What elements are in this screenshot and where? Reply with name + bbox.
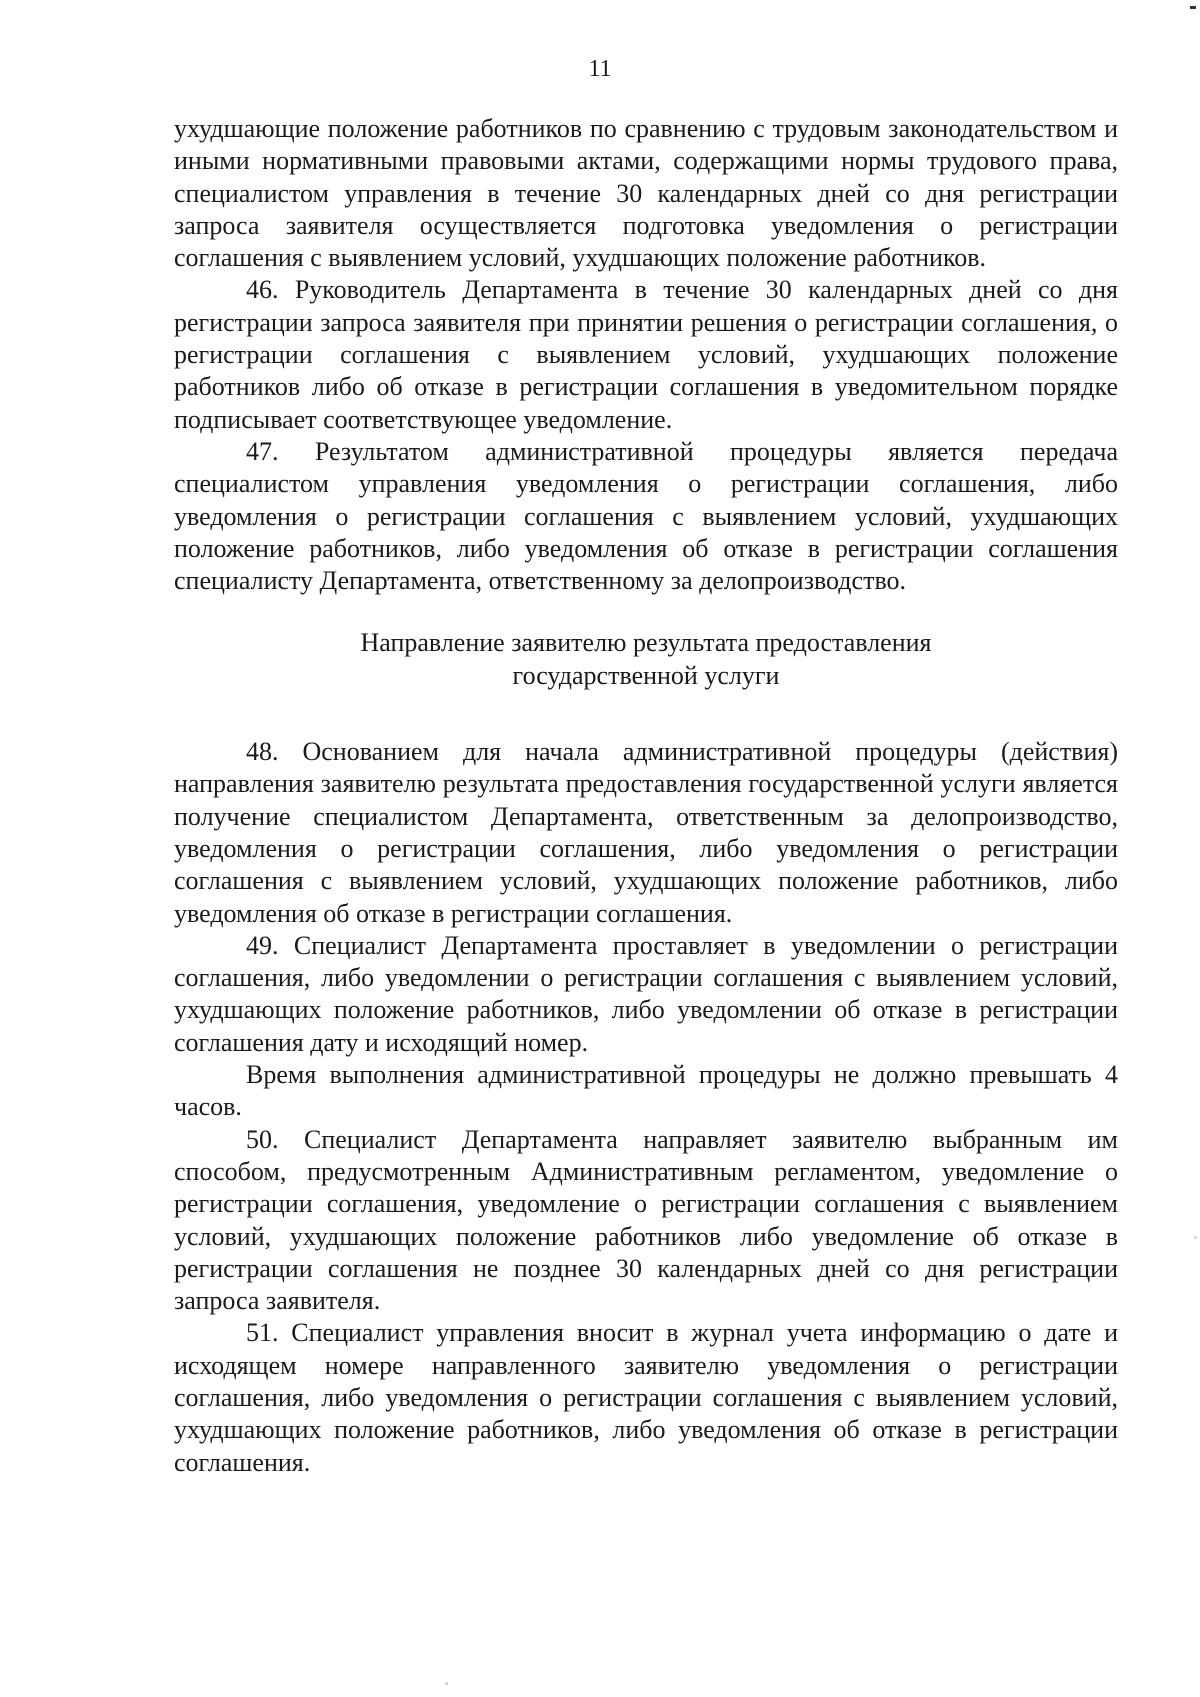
paragraph: 48. Основанием для начала административной процедуры (действия) направления заявителю результата предоставления государственной услуги является получение специалистом Департамента, ответственным за делопроизводство, уведомления о регистрации соглашения, либо уведомления о регистрации соглашения с выявлением условий, ухудшающих положение работников, либо уведомления об отказе в регистрации соглашения. bbox=[174, 737, 1118, 928]
page-number: 11 bbox=[588, 56, 612, 82]
scan-artifact-dot bbox=[445, 1682, 448, 1685]
paragraph: ухудшающие положение работников по сравнению с трудовым законодательством и иными нормативными правовыми актами, содержащими нормы трудового права, специалистом управления в течение 30 календарных дней со дня регистрации запроса заявителя осуществляется подготовка уведомления о регистрации соглашения с выявлением условий, ухудшающих положение работников. bbox=[174, 114, 1118, 273]
paragraph: 50. Специалист Департамента направляет заявителю выбранным им способом, предусмотренным Административным регламентом, уведомление о регистрации соглашения, уведомление о регистрации соглашения с выявлением условий, ухудшающих положение работников либо уведомление об отказе в регистрации соглашения не позднее 30 календарных дней со дня регистрации запроса заявителя. bbox=[174, 1124, 1118, 1316]
scan-artifact-mark bbox=[1190, 6, 1196, 9]
paragraph: 47. Результатом административной процедуры является передача специалистом управления уведомления о регистрации соглашения, либо уведомления о регистрации соглашения с выявлением условий, ухудшающих положение работников, либо уведомления об отказе в регистрации соглашения специалисту Департамента, ответственному за делопроизводство. bbox=[174, 436, 1118, 596]
paragraph: Время выполнения административной процедуры не должно превышать 4 часов. bbox=[174, 1060, 1118, 1122]
paragraphs-before-heading bbox=[174, 113, 1118, 597]
section-heading bbox=[174, 627, 1118, 692]
document-body bbox=[174, 113, 1118, 1479]
paragraphs-after-heading bbox=[174, 736, 1118, 1479]
section-heading-line: Направление заявителю результата предоставления bbox=[360, 628, 932, 658]
paragraph: 51. Специалист управления вносит в журнал учета информацию о дате и исходящем номере направленного заявителю уведомления о регистрации соглашения, либо уведомления о регистрации соглашения с выявлением условий, ухудшающих положение работников, либо уведомления об отказе в регистрации соглашения. bbox=[174, 1318, 1118, 1477]
paragraph: 46. Руководитель Департамента в течение 30 календарных дней со дня регистрации запроса заявителя при принятии решения о регистрации соглашения, о регистрации соглашения с выявлением условий, ухудшающих положение работников либо об отказе в регистрации соглашения в уведомительном порядке подписывает соответствующее уведомление. bbox=[174, 275, 1118, 434]
paragraph: 49. Специалист Департамента проставляет в уведомлении о регистрации соглашения, либо уведомлении о регистрации соглашения с выявлением условий, ухудшающих положение работников, либо уведомлении об отказе в регистрации соглашения дату и исходящий номер. bbox=[174, 930, 1118, 1057]
scan-artifact-dot bbox=[1194, 1236, 1197, 1239]
section-heading-line: государственной услуги bbox=[512, 660, 780, 690]
